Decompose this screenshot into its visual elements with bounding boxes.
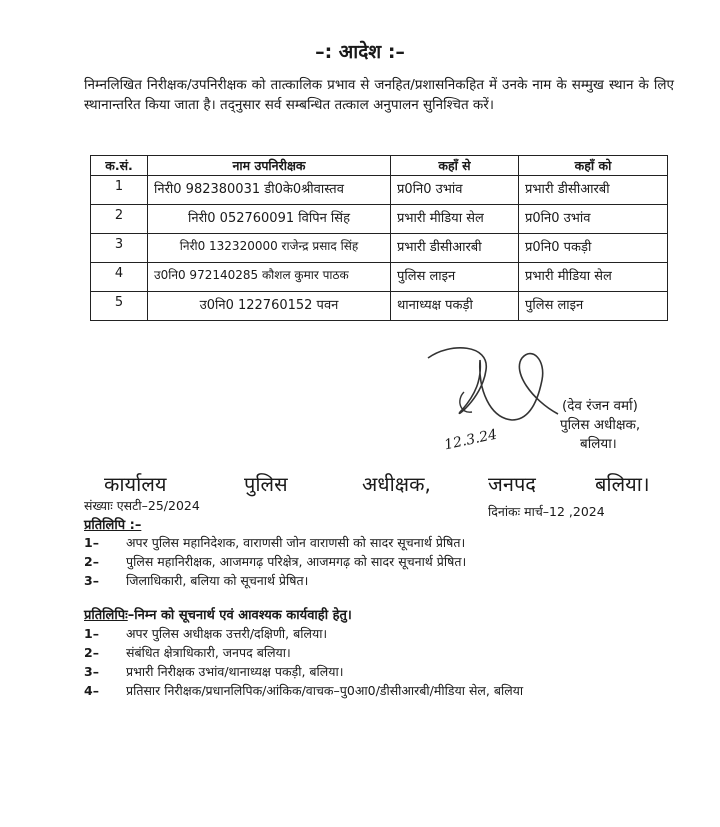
list-number: 4– [84, 683, 99, 698]
copy2-heading [84, 605, 352, 623]
copy2-heading-prefix: प्रतिलिपिः [84, 608, 128, 623]
cell-name: निरी0 132320000 राजेन्द्र प्रसाद सिंह [148, 234, 391, 263]
signatory-block [560, 397, 640, 454]
office-word-1: कार्यालय [104, 472, 167, 496]
list-text: संबंधित क्षेत्राधिकारी, जनपद बलिया। [126, 645, 291, 660]
cell-serial: 5 [91, 292, 148, 321]
reference-number: संख्याः एसटी–25/2024 [84, 498, 200, 513]
copy2-heading-rest: –निम्न को सूचनार्थ एवं आवश्यक कार्यवाही हेतु। [127, 608, 352, 623]
order-title: –: आदेश :– [315, 41, 405, 63]
table-row [91, 234, 668, 263]
cell-to: पुलिस लाइन [519, 292, 668, 321]
signatory-name: (देव रंजन वर्मा) [562, 398, 638, 414]
order-intro: निम्नलिखित निरीक्षक/उपनिरीक्षक को तात्कालिक प्रभाव से जनहित/प्रशासनिकहित में उनके नाम के सम्मुख स्थान के लिए स्थानान्तरित किया जाता है। तद्नुसार सर्व सम्बन्धित तत्काल अनुपालन सुनिश्चित करें। [84, 77, 674, 113]
list-number: 3– [84, 664, 99, 679]
list-item [84, 534, 465, 551]
reference-date: दिनांकः मार्च–12 ,2024 [488, 504, 605, 519]
signatory-place: बलिया। [580, 436, 617, 452]
cell-serial: 3 [91, 234, 148, 263]
cell-to: प्रभारी डीसीआरबी [519, 176, 668, 205]
list-item [84, 682, 523, 699]
list-item [84, 644, 291, 661]
cell-to: प्र0नि0 उभांव [519, 205, 668, 234]
office-word-2: पुलिस [244, 472, 288, 496]
cell-from: थानाध्यक्ष पकड़ी [391, 292, 519, 321]
copy-heading: प्रतिलिपि :– [84, 518, 142, 533]
cell-name: उ0नि0 122760152 पवन [148, 292, 391, 321]
table-row [91, 176, 668, 205]
office-word-5: बलिया। [595, 472, 650, 496]
table-row [91, 263, 668, 292]
cell-to: प्र0नि0 पकड़ी [519, 234, 668, 263]
cell-from: प्रभारी मीडिया सेल [391, 205, 519, 234]
cell-name: निरी0 052760091 विपिन सिंह [148, 205, 391, 234]
list-text: प्रतिसार निरीक्षक/प्रधानलिपिक/आंकिक/वाचक–पु0आ0/डीसीआरबी/मीडिया सेल, बलिया [126, 683, 524, 698]
list-number: 2– [84, 554, 99, 569]
cell-serial: 4 [91, 263, 148, 292]
list-text: जिलाधिकारी, बलिया को सूचनार्थ प्रेषित। [126, 573, 309, 588]
cell-from: प्रभारी डीसीआरबी [391, 234, 519, 263]
list-text: प्रभारी निरीक्षक उभांव/थानाध्यक्ष पकड़ी, बलिया। [126, 664, 344, 679]
office-word-3: अधीक्षक, [362, 472, 431, 496]
cell-from: प्र0नि0 उभांव [391, 176, 519, 205]
list-number: 2– [84, 645, 99, 660]
list-item [84, 572, 308, 589]
cell-name: निरी0 982380031 डी0के0श्रीवास्तव [148, 176, 391, 205]
signatory-designation: पुलिस अधीक्षक, [560, 417, 641, 433]
signature-date: 12.3.24 [442, 426, 499, 454]
table-header-row [91, 156, 668, 176]
list-text: अपर पुलिस महानिदेशक, वाराणसी जोन वाराणसी को सादर सूचनार्थ प्रेषित। [126, 535, 466, 550]
cell-from: पुलिस लाइन [391, 263, 519, 292]
header-from: कहाँ से [391, 156, 519, 176]
cell-to: प्रभारी मीडिया सेल [519, 263, 668, 292]
transfer-table [90, 155, 668, 321]
header-serial: क.सं. [91, 156, 148, 176]
list-number: 1– [84, 626, 99, 641]
list-item [84, 625, 327, 642]
table-row [91, 205, 668, 234]
list-item [84, 553, 466, 570]
header-to: कहाँ को [519, 156, 668, 176]
cell-serial: 1 [91, 176, 148, 205]
office-word-4: जनपद [488, 472, 536, 496]
signature-scribble [420, 340, 570, 435]
list-text: अपर पुलिस अधीक्षक उत्तरी/दक्षिणी, बलिया। [126, 626, 328, 641]
cell-serial: 2 [91, 205, 148, 234]
header-name: नाम उपनिरीक्षक [148, 156, 391, 176]
list-number: 1– [84, 535, 99, 550]
cell-name: उ0नि0 972140285 कौशल कुमार पाठक [148, 263, 391, 292]
table-row [91, 292, 668, 321]
list-item [84, 663, 344, 680]
list-text: पुलिस महानिरीक्षक, आजमगढ़ परिक्षेत्र, आजमगढ़ को सादर सूचनार्थ प्रेषित। [126, 554, 467, 569]
list-number: 3– [84, 573, 99, 588]
